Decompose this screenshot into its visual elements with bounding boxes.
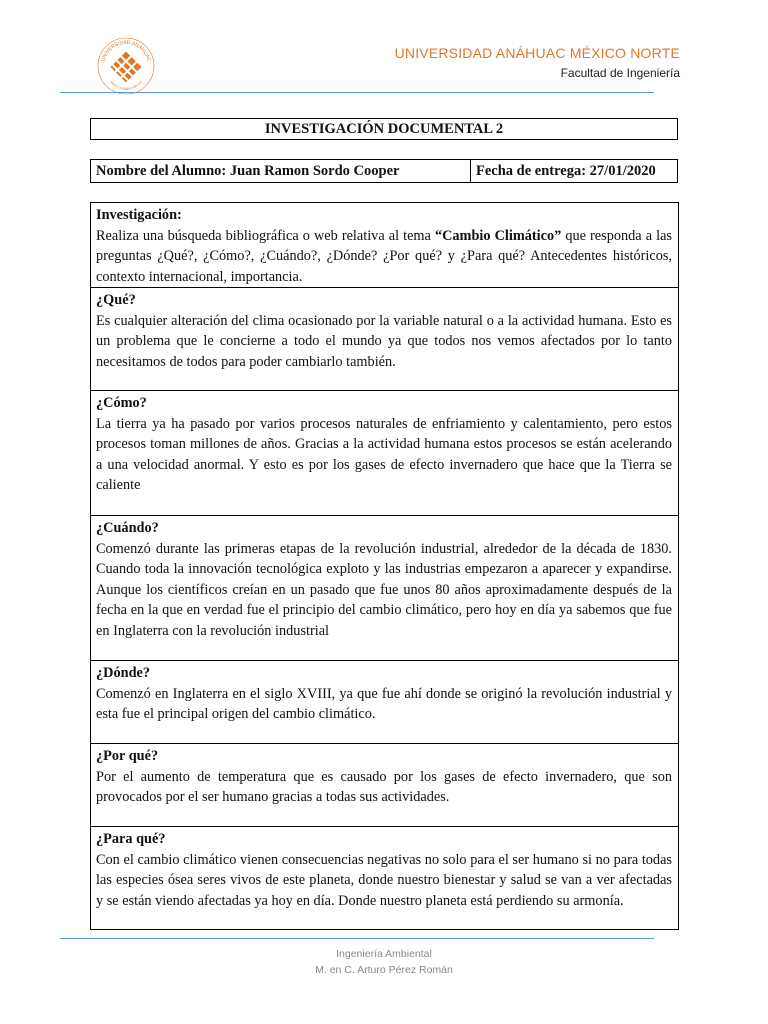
section-heading: ¿Para qué? xyxy=(96,831,166,847)
section-para-que xyxy=(91,826,678,929)
student-name: Nombre del Alumno: Juan Ramon Sordo Cooper xyxy=(91,160,471,182)
logo-text: UNIVERSIDAD ANÁHUAC xyxy=(100,39,152,63)
section-que xyxy=(91,287,678,390)
header-rule xyxy=(60,92,654,93)
section-heading: ¿Por qué? xyxy=(96,748,159,764)
section-text: Por el aumento de temperatura que es causado por los gases de efecto invernadero, que son provocados por el ser humano gracias a todas sus actividades. xyxy=(96,768,672,806)
footer-professor: M. en C. Arturo Pérez Román xyxy=(315,964,453,976)
section-heading: ¿Cuándo? xyxy=(96,520,159,536)
student-info-row xyxy=(90,159,678,183)
university-name: UNIVERSIDAD ANÁHUAC MÉXICO NORTE xyxy=(394,45,680,61)
section-heading: ¿Qué? xyxy=(96,292,136,308)
faculty-name: Facultad de Ingeniería xyxy=(560,66,680,80)
investigation-text xyxy=(96,226,672,288)
section-text: Comenzó en Inglaterra en el siglo XVIII, ya que fue ahí donde se originó la revolución industrial y esta fue el principal origen del cambio climático. xyxy=(96,685,672,723)
section-text: Con el cambio climático vienen consecuencias negativas no solo para el ser humano si no para todas las especies ósea seres vivos de este planeta, donde nuestro bienestar y salud se van a ver afectadas y se están viendo afectadas ya hoy en día. Donde nuestro planeta está perdiendo su armonía. xyxy=(96,851,672,909)
investigation-heading: Investigación: xyxy=(96,207,182,223)
investigation-text-before: Realiza una búsqueda bibliográfica o web relativa al tema xyxy=(96,227,435,244)
footer-program: Ingeniería Ambiental xyxy=(336,948,432,960)
section-por-que xyxy=(91,743,678,826)
university-logo xyxy=(96,36,156,96)
investigation-text-after: que responda a las preguntas ¿Qué?, ¿Cómo?, ¿Cuándo?, ¿Dónde? ¿Por qué? y ¿Para qué? Antecedentes históricos, contexto internacional, importancia. xyxy=(96,227,672,285)
section-heading: ¿Cómo? xyxy=(96,395,147,411)
section-cuando xyxy=(91,515,678,660)
logo-motto: VINCIT IN BONO MALUM xyxy=(109,79,143,92)
delivery-date: Fecha de entrega: 27/01/2020 xyxy=(476,163,656,179)
research-table xyxy=(90,202,679,930)
section-heading: ¿Dónde? xyxy=(96,665,151,681)
document-title: INVESTIGACIÓN DOCUMENTAL 2 xyxy=(90,118,678,140)
footer-rule xyxy=(60,938,654,939)
investigation-section xyxy=(91,203,678,287)
section-text: La tierra ya ha pasado por varios procesos naturales de enfriamiento y calentamiento, pero estos procesos toman millones de años. Gracias a la actividad humana estos procesos se están acelerando a una velocidad anormal. Y esto es por los gases de efecto invernadero que hace que la Tierra se caliente xyxy=(96,415,672,494)
section-text: Comenzó durante las primeras etapas de la revolución industrial, alrededor de la década de 1830. Cuando toda la innovación tecnológica exploto y las industrias empezaron a aparecer y expandirse. Aunque los científicos creían en un pasado que fue unos 80 años aproximadamente después de la fecha en la que en verdad fue el principio del cambio climático, pero hoy en día ya sabemos que fue en Inglaterra con la revolución industrial xyxy=(96,540,672,639)
section-text: Es cualquier alteración del clima ocasionado por la variable natural o a la actividad humana. Esto es un problema que le concierne a todo el mundo ya que todos nos vemos afectados por lo tanto necesitamos de todos para poder cambiarlo también. xyxy=(96,312,672,370)
section-como xyxy=(91,390,678,515)
investigation-topic: “Cambio Climático” xyxy=(434,227,562,244)
section-donde xyxy=(91,660,678,743)
